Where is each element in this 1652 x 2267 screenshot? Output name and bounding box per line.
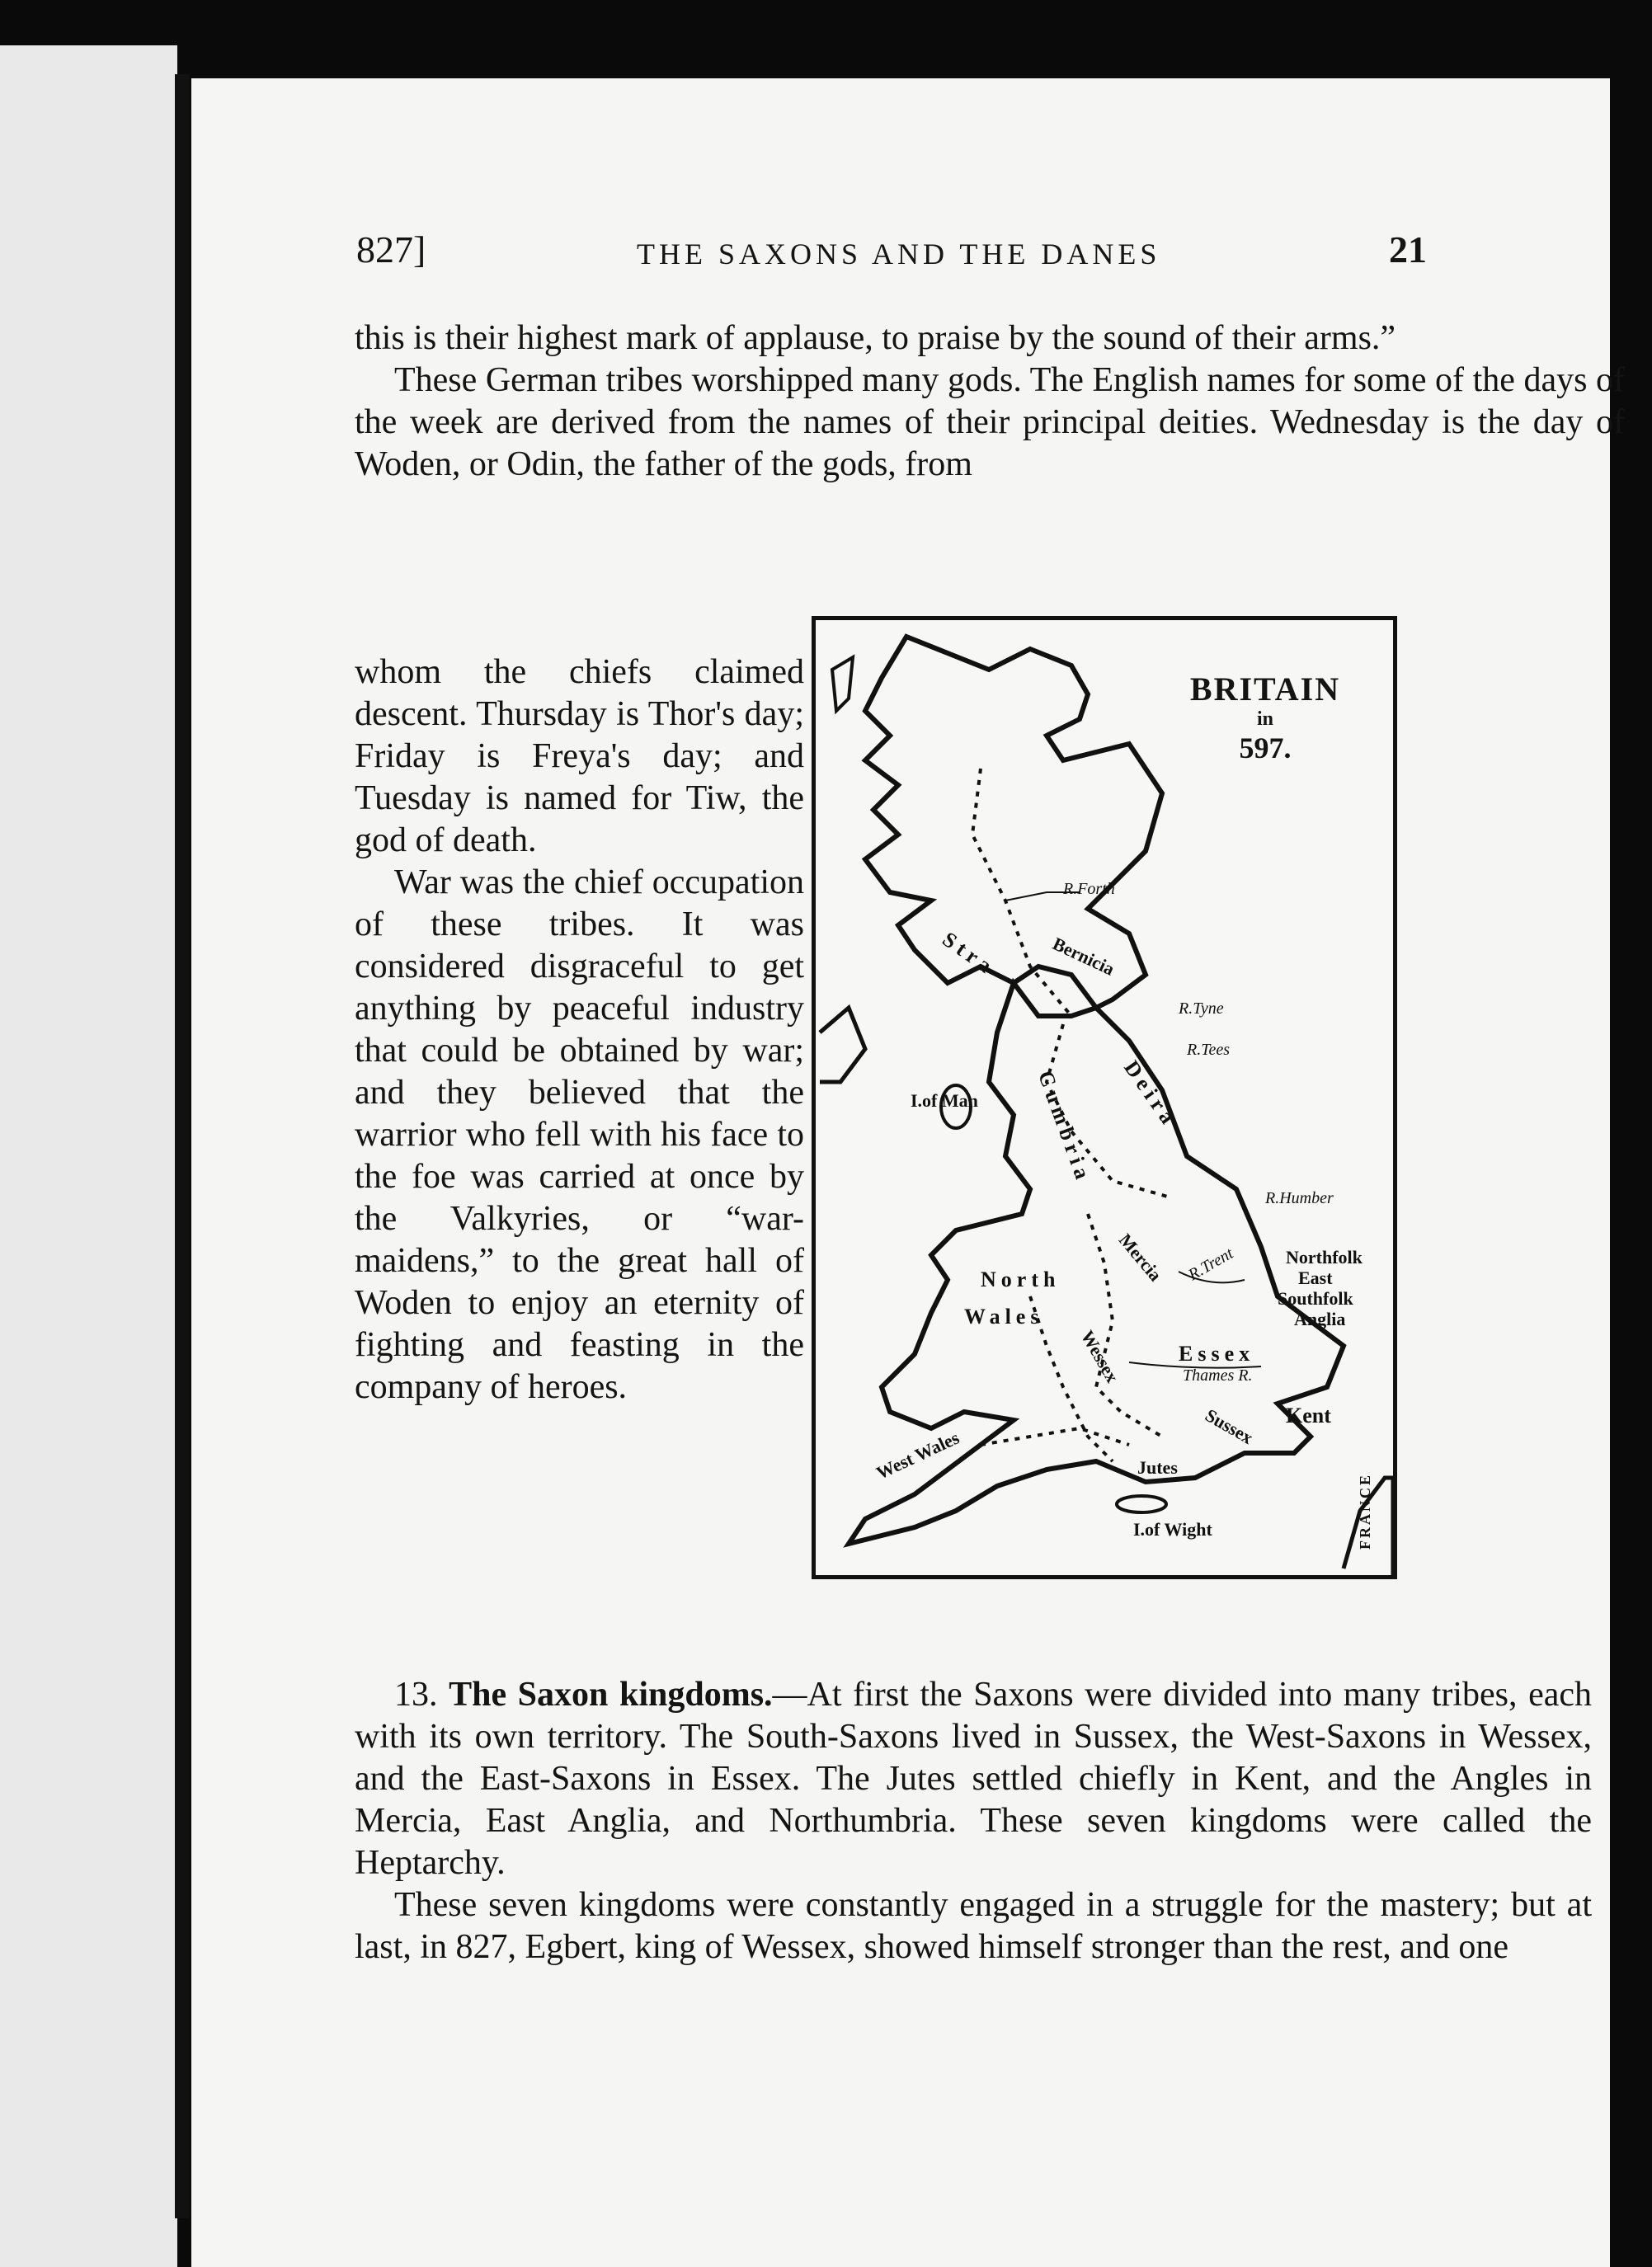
- map-title-britain: BRITAIN: [1189, 670, 1341, 708]
- paragraph-3: whom the chiefs claimed descent. Thursday is Thor's day; Friday is Freya's day; and Tuesday is named for Tiw, the god of death.: [355, 653, 804, 859]
- label-isle-of-wight: I.of Wight: [1133, 1519, 1212, 1540]
- label-essex: Essex: [1179, 1342, 1255, 1366]
- label-france: FRANCE: [1357, 1473, 1373, 1550]
- label-river-trent: R.Trent: [1185, 1244, 1237, 1285]
- label-north: North: [981, 1268, 1061, 1291]
- running-header-title: THE SAXONS AND THE DANES: [637, 238, 1161, 270]
- map-title-in: in: [1256, 708, 1273, 730]
- label-anglia: Anglia: [1294, 1309, 1346, 1329]
- label-river-tyne: R.Tyne: [1179, 999, 1224, 1018]
- book-page: [191, 78, 1625, 2267]
- label-strathclyde: Stra: [938, 927, 1000, 981]
- paragraph-5-body: —At first the Saxons were divided into many tribes, each with its own territory. The South-Saxons lived in Sussex, the West-Saxons in Wessex, and the East-Saxons in Essex. The Jutes settled chiefly in Kent, and the Angles in Mercia, East Anglia, and Northumbria. These seven kingdoms were called the Heptarchy.: [355, 1676, 1593, 1882]
- label-river-forth: R.Forth: [1063, 880, 1115, 898]
- label-northfolk: Northfolk: [1286, 1247, 1363, 1268]
- label-isle-of-man: I.of Man: [911, 1090, 978, 1111]
- isle-of-wight-shape: [1117, 1496, 1166, 1512]
- label-cumbria: Cumbria: [1033, 1067, 1097, 1188]
- running-header-left: 827]: [356, 228, 426, 270]
- label-southfolk: Southfolk: [1278, 1288, 1353, 1309]
- label-thames: Thames R.: [1183, 1366, 1253, 1385]
- label-jutes: Jutes: [1137, 1457, 1178, 1478]
- paragraph-6: These seven kingdoms were constantly engaged in a struggle for the mastery; but at last, in 827, Egbert, king of Wessex, showed himself stronger than the rest, and one: [355, 1886, 1592, 1966]
- label-wales: Wales: [964, 1305, 1044, 1329]
- text-block-bottom: [355, 1674, 1592, 1968]
- paragraph-1: this is their highest mark of applause, to praise by the sound of their arms.”: [355, 319, 1396, 357]
- section-heading: The Saxon kingdoms.: [449, 1676, 773, 1714]
- label-east: East: [1298, 1268, 1333, 1288]
- text-block-top: [355, 317, 1625, 486]
- paragraph-2: These German tribes worshipped many gods. The English names for some of the days of the week are derived from the names of their principal deities. Wednesday is the day of Woden, or Odin, the father of the gods, from: [355, 361, 1625, 483]
- western-isles-shape: [832, 657, 853, 711]
- scotland-outline: [865, 637, 1162, 1008]
- map-title: [1170, 670, 1360, 765]
- label-west-wales: West Wales: [873, 1427, 962, 1484]
- label-bernicia: Bernicia: [1049, 933, 1118, 980]
- adjacent-page: [0, 45, 177, 2267]
- label-river-humber: R.Humber: [1265, 1189, 1334, 1207]
- label-sussex: Sussex: [1202, 1404, 1257, 1448]
- label-river-tees: R.Tees: [1187, 1041, 1231, 1059]
- label-kent: Kent: [1286, 1404, 1331, 1427]
- section-number: 13.: [394, 1676, 438, 1714]
- ireland-edge: [820, 1008, 865, 1082]
- britain-map: [812, 616, 1397, 1579]
- text-block-beside-map: [355, 651, 804, 1409]
- paragraph-5: [355, 1674, 1592, 1884]
- paragraph-4: War was the chief occupation of these tribes. It was considered disgraceful to get anything by peaceful industry that could be obtained by war; and they believed that the warrior who fell with his face to the foe was carried at once by the Valkyries, or “war-maidens,” to the great hall of Woden to enjoy an eternity of fighting and feasting in the company of heroes.: [355, 863, 804, 1406]
- book-spine: [175, 74, 190, 2218]
- label-wessex: Wessex: [1076, 1326, 1123, 1386]
- label-deira: Deira: [1119, 1056, 1183, 1132]
- map-title-year: 597.: [1239, 731, 1292, 764]
- page-number: 21: [1389, 228, 1427, 270]
- label-mercia: Mercia: [1114, 1230, 1166, 1286]
